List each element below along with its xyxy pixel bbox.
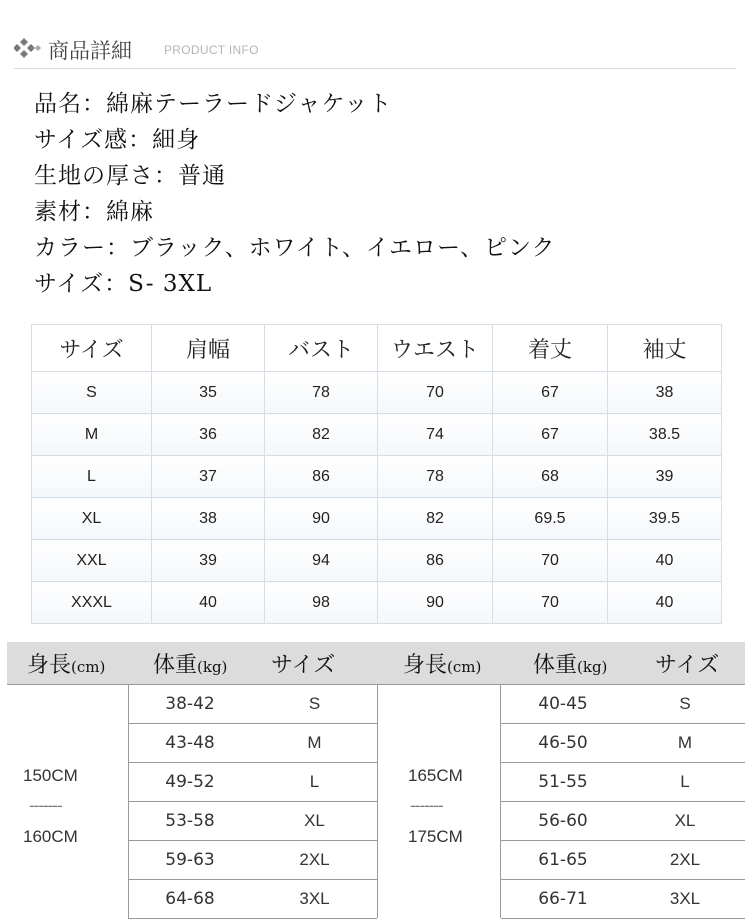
height-to: 160CM <box>23 827 78 846</box>
table-cell: 70 <box>493 582 608 624</box>
size-value: 3XL <box>669 889 701 908</box>
table-cell: S <box>32 372 152 414</box>
table-cell: 38.5 <box>608 414 722 456</box>
spec-list <box>34 86 556 302</box>
rec-header-unit: (cm) <box>71 658 106 676</box>
height-to: 175CM <box>408 827 463 846</box>
weight-value: 56-60 <box>538 811 588 831</box>
table-cell: 74 <box>378 414 493 456</box>
weight-value: 51-55 <box>538 772 588 792</box>
table-cell: 90 <box>378 582 493 624</box>
table-cell: L <box>32 456 152 498</box>
table-cell: 82 <box>378 498 493 540</box>
spec-fit: サイズ感：細身 <box>34 127 201 153</box>
weight-value: 64-68 <box>165 889 215 909</box>
rec-header-label: 体重 <box>533 653 578 678</box>
size-chart-header-row <box>32 325 722 372</box>
col-header-shoulder: 肩幅 <box>152 325 265 372</box>
table-cell: 38 <box>608 372 722 414</box>
weight-value: 43-48 <box>165 733 215 753</box>
size-value: M <box>307 733 322 752</box>
table-cell: 40 <box>608 582 722 624</box>
table-cell: XL <box>32 498 152 540</box>
rec-col-size-1: サイズ <box>271 653 336 678</box>
table-row <box>501 802 745 841</box>
recommendation-header-row <box>7 642 745 685</box>
spec-colors: カラー：ブラック、ホワイト、イエロー、ピンク <box>34 235 556 261</box>
section-header <box>14 34 736 69</box>
weight-value: 53-58 <box>165 811 215 831</box>
table-cell: 86 <box>378 540 493 582</box>
col-header-waist: ウエスト <box>378 325 493 372</box>
weight-value: 38-42 <box>165 694 215 714</box>
table-row <box>32 540 722 582</box>
weight-value: 46-50 <box>538 733 588 753</box>
size-value: M <box>677 733 693 752</box>
table-row <box>501 880 745 919</box>
table-row <box>128 763 377 802</box>
table-cell: 39 <box>152 540 265 582</box>
table-cell: 86 <box>265 456 378 498</box>
table-row <box>501 685 745 724</box>
size-value: S <box>308 694 321 713</box>
rec-header-label: 身長 <box>403 653 448 678</box>
table-cell: 94 <box>265 540 378 582</box>
height-range-cell <box>378 685 501 918</box>
table-row <box>128 880 377 919</box>
size-value: L <box>309 772 320 791</box>
spec-product-name: 品名：綿麻テーラードジャケット <box>34 91 393 117</box>
height-range-cell <box>7 685 129 918</box>
table-cell: XXL <box>32 540 152 582</box>
table-row <box>32 456 722 498</box>
size-value: 3XL <box>299 889 330 908</box>
section-title: 商品詳細 <box>48 39 132 63</box>
table-cell: 39.5 <box>608 498 722 540</box>
table-cell: 36 <box>152 414 265 456</box>
table-cell: 40 <box>608 540 722 582</box>
size-recommendation-table <box>7 642 745 920</box>
table-cell: 67 <box>493 372 608 414</box>
table-cell: 40 <box>152 582 265 624</box>
table-cell: 68 <box>493 456 608 498</box>
rec-col-weight-1 <box>153 648 227 679</box>
section-subtitle: PRODUCT INFO <box>164 43 259 57</box>
spec-thickness: 生地の厚さ：普通 <box>34 163 226 189</box>
size-value: 2XL <box>669 850 701 869</box>
weight-value: 49-52 <box>165 772 215 792</box>
rec-col-weight-2 <box>533 648 607 679</box>
size-value: XL <box>674 811 696 830</box>
table-cell: 35 <box>152 372 265 414</box>
spec-material: 素材：綿麻 <box>34 199 154 225</box>
height-from: 165CM <box>408 766 463 785</box>
table-row <box>128 841 377 880</box>
table-cell: 90 <box>265 498 378 540</box>
col-header-size: サイズ <box>32 325 152 372</box>
table-row <box>501 724 745 763</box>
table-cell: 70 <box>493 540 608 582</box>
table-cell: M <box>32 414 152 456</box>
table-row <box>32 372 722 414</box>
size-chart-table <box>31 324 722 624</box>
size-value: L <box>680 772 690 791</box>
table-cell: 39 <box>608 456 722 498</box>
table-row <box>128 685 377 724</box>
weight-value: 59-63 <box>165 850 215 870</box>
table-row <box>501 763 745 802</box>
table-row <box>501 841 745 880</box>
rec-header-unit: (cm) <box>447 658 482 676</box>
rec-col-height-2 <box>403 648 481 679</box>
size-value: XL <box>304 811 325 830</box>
four-diamond-ornament-icon <box>14 36 46 60</box>
spec-sizes: サイズ：S- 3XL <box>34 271 213 297</box>
col-header-bust: バスト <box>265 325 378 372</box>
table-cell: 98 <box>265 582 378 624</box>
rec-header-unit: (kg) <box>197 658 228 676</box>
recommendation-body <box>7 685 745 918</box>
size-value: 2XL <box>299 850 330 869</box>
col-header-sleeve: 袖丈 <box>608 325 722 372</box>
rec-header-label: 身長 <box>27 653 72 678</box>
table-cell: XXXL <box>32 582 152 624</box>
table-row <box>128 802 377 841</box>
table-row <box>32 582 722 624</box>
rec-col-size-2: サイズ <box>655 653 720 678</box>
weight-value: 66-71 <box>538 889 588 909</box>
rec-header-unit: (kg) <box>577 658 608 676</box>
table-cell: 67 <box>493 414 608 456</box>
table-cell: 70 <box>378 372 493 414</box>
table-cell: 78 <box>265 372 378 414</box>
table-cell: 38 <box>152 498 265 540</box>
col-header-length: 着丈 <box>493 325 608 372</box>
weight-value: 61-65 <box>538 850 588 870</box>
column-divider <box>500 685 501 918</box>
height-from: 150CM <box>23 766 78 785</box>
size-value: S <box>679 694 691 713</box>
table-cell: 37 <box>152 456 265 498</box>
table-row <box>128 724 377 763</box>
table-row <box>32 498 722 540</box>
table-cell: 82 <box>265 414 378 456</box>
table-row <box>32 414 722 456</box>
table-cell: 69.5 <box>493 498 608 540</box>
rec-header-label: 体重 <box>153 653 198 678</box>
height-dash: ------- <box>29 796 62 815</box>
table-cell: 78 <box>378 456 493 498</box>
weight-value: 40-45 <box>538 694 588 714</box>
rec-col-height-1 <box>27 648 105 679</box>
height-dash: ------- <box>410 796 443 815</box>
